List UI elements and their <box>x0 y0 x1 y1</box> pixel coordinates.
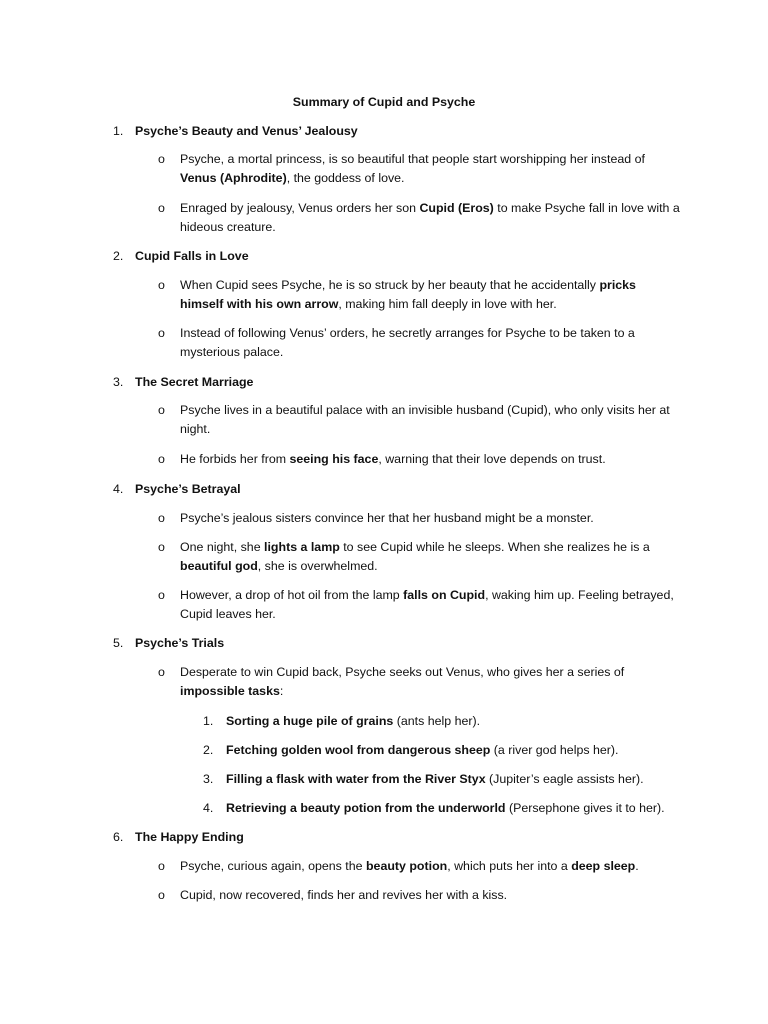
section-title: Psyche’s Beauty and Venus’ Jealousy <box>135 124 358 138</box>
bullet-marker: o <box>158 888 165 902</box>
bullet-text: Instead of following Venus’ orders, he secretly arranges for Psyche to be taken to a mysterious palace. <box>180 326 635 359</box>
section-title: Psyche’s Betrayal <box>135 482 241 496</box>
bullet-marker: o <box>158 859 165 873</box>
section-number: 1. <box>113 124 124 138</box>
bullet-marker: o <box>158 326 165 340</box>
bullet-marker: o <box>158 540 165 554</box>
bullet-text: Desperate to win Cupid back, Psyche seeks out Venus, who gives her a series of impossible tasks: <box>180 665 625 698</box>
section-number: 6. <box>113 830 124 844</box>
section-title: Cupid Falls in Love <box>135 249 249 263</box>
bullet-text: Psyche lives in a beautiful palace with an invisible husband (Cupid), who only visits her at night. <box>180 403 670 436</box>
document-title: Summary of Cupid and Psyche <box>292 95 476 109</box>
bullet-marker: o <box>158 588 165 602</box>
bullet-text: Psyche, a mortal princess, is so beautiful that people start worshipping her instead of Venus (Aphrodite), the goddess of love. <box>180 152 645 185</box>
bullet-text: He forbids her from seeing his face, warning that their love depends on trust. <box>180 452 606 466</box>
task-text: Fetching golden wool from dangerous sheep (a river god helps her). <box>226 743 619 757</box>
bullet-marker: o <box>158 201 165 215</box>
bullet-marker: o <box>158 152 165 166</box>
task-text: Retrieving a beauty potion from the underworld (Persephone gives it to her). <box>226 801 665 815</box>
section-number: 5. <box>113 636 124 650</box>
bullet-marker: o <box>158 511 165 525</box>
section-number: 2. <box>113 249 124 263</box>
bullet-text: Cupid, now recovered, finds her and revives her with a kiss. <box>180 888 508 902</box>
bullet-marker: o <box>158 452 165 466</box>
bullet-marker: o <box>158 665 165 679</box>
task-text: Filling a flask with water from the River Styx (Jupiter’s eagle assists her). <box>226 772 644 786</box>
section-title: The Happy Ending <box>135 830 244 844</box>
bullet-text: When Cupid sees Psyche, he is so struck by her beauty that he accidentally pricks himself with his own arrow, making him fall deeply in love with her. <box>180 278 636 311</box>
section-number: 3. <box>113 375 124 389</box>
task-number: 1. <box>203 714 214 728</box>
bullet-text: Psyche, curious again, opens the beauty potion, which puts her into a deep sleep. <box>180 859 639 873</box>
section-title: Psyche’s Trials <box>135 636 225 650</box>
bullet-text: Psyche’s jealous sisters convince her that her husband might be a monster. <box>180 511 594 525</box>
section-number: 4. <box>113 482 124 496</box>
task-number: 3. <box>203 772 214 786</box>
bullet-text: Enraged by jealousy, Venus orders her son Cupid (Eros) to make Psyche fall in love with a hideous creature. <box>180 201 680 234</box>
task-number: 4. <box>203 801 214 815</box>
task-number: 2. <box>203 743 214 757</box>
bullet-text: One night, she lights a lamp to see Cupid while he sleeps. When she realizes he is a beautiful god, she is overwhelmed. <box>180 540 650 573</box>
bullet-text: However, a drop of hot oil from the lamp falls on Cupid, waking him up. Feeling betrayed, Cupid leaves her. <box>180 588 674 621</box>
bullet-marker: o <box>158 403 165 417</box>
task-text: Sorting a huge pile of grains (ants help her). <box>226 714 481 728</box>
section-title: The Secret Marriage <box>135 375 254 389</box>
bullet-marker: o <box>158 278 165 292</box>
